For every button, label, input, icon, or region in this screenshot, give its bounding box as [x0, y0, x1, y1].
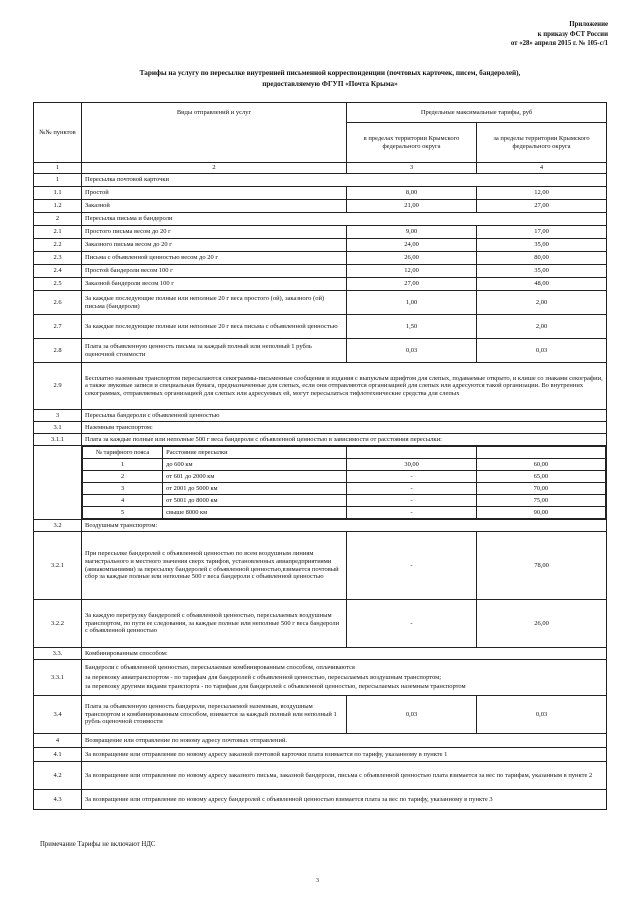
table-row	[34, 600, 607, 648]
table-row	[34, 660, 607, 696]
row-text: За возвращение или отправление по новому адресу заказного письма, заказной бандероли, письма с объявленной ценностью плата взимается за вес по тарифам, указанным в пункте 2	[82, 762, 607, 790]
table-row	[34, 410, 607, 422]
zone-header: № тарифного пояса	[83, 447, 163, 459]
row-name: Воздушным транспортом:	[82, 520, 607, 532]
table-row	[34, 291, 607, 315]
zone-distance: от 2001 до 5000 км	[163, 483, 347, 495]
combined-line: за перевозку другими видами транспорта - по тарифам для бандеролей с объявленной ценностью, пересылаемых наземным транспортом	[85, 683, 466, 691]
row-number: 3.1.1	[34, 434, 82, 446]
zones-table	[82, 446, 606, 519]
outside-value: 48,00	[477, 278, 607, 291]
outside-value: 27,00	[477, 200, 607, 213]
row-number: 2.9	[34, 363, 82, 410]
within-value: 24,00	[347, 239, 477, 252]
within-value: -	[347, 495, 476, 507]
combined-line: Бандероли с объявленной ценностью, пересылаемые комбинированным способом, оплачиваются	[85, 664, 355, 672]
zone-number: 3	[83, 483, 163, 495]
row-text: Бесплатно наземным транспортом пересылаются секограммы-письменные сообщения и издания с выпуклым шрифтом для слепых, подаваемые открыто, и клише со знаками секографии, а также звуковые записи и специальная бумага, предназначенные для слепых, если они отправляются организацией для слепых или адресуются такой организации. Во внутренних секограммах, отправляемых организацией для слепых или адресуемых ей, могут пересылаться тифлотехнические средства для слепых	[82, 363, 607, 410]
row-number: 1.1	[34, 187, 82, 200]
outside-value: 26,00	[477, 600, 607, 648]
distance-header: Расстояние пересылки	[163, 447, 347, 459]
outside-value: 35,00	[477, 239, 607, 252]
row-number: 4.3	[34, 790, 82, 810]
table-row	[34, 762, 607, 790]
table-row	[34, 187, 607, 200]
within-value: -	[347, 483, 476, 495]
row-number: 3.3.1	[34, 660, 82, 696]
row-number: 3	[34, 410, 82, 422]
header-outside: за пределы территории Крымского федерального округа	[477, 123, 607, 163]
zones-row	[34, 446, 607, 520]
row-name: Заказного письма весом до 20 г	[82, 239, 347, 252]
row-number: 2.3	[34, 252, 82, 265]
outside-value: 60,00	[476, 459, 605, 471]
row-number: 3.1	[34, 422, 82, 434]
column-number-row	[34, 163, 607, 174]
outside-value: 0,03	[477, 696, 607, 734]
row-number: 2.5	[34, 278, 82, 291]
table-row	[34, 239, 607, 252]
zone-number: 1	[83, 459, 163, 471]
within-value: 1,00	[347, 291, 477, 315]
title-line: Тарифы на услугу по пересылке внутренней письменной корреспонденции (почтовых карточек, писем, бандеролей),	[139, 69, 521, 77]
header-within: в пределах территории Крымского федерального округа	[347, 123, 477, 163]
zone-row	[83, 483, 606, 495]
row-name: За каждые последующие полные или неполные 20 г веса письма с объявленной ценностью	[82, 315, 347, 339]
row-name: Заказной	[82, 200, 347, 213]
zone-distance: свыше 8000 км	[163, 507, 347, 519]
appendix-block	[511, 20, 608, 49]
row-name: Пересылка почтовой карточки	[82, 174, 607, 187]
zone-distance: от 601 до 2000 км	[163, 471, 347, 483]
combined-line: за перевозку авиатранспортом - по тарифам для бандеролей с объявленной ценностью, пересылаемых воздушным транспортом;	[85, 673, 442, 681]
table-row	[34, 315, 607, 339]
row-text: За каждую перегрузку бандеролей с объявленной ценностью, пересылаемых воздушным транспортом, по пути ее следования, за каждые полные или неполные 500 г веса бандероли с объявленной ценностью	[82, 600, 347, 648]
outside-value: 80,00	[477, 252, 607, 265]
row-number: 2.2	[34, 239, 82, 252]
row-number: 2.6	[34, 291, 82, 315]
column-number: 3	[347, 163, 477, 174]
column-number: 4	[477, 163, 607, 174]
table-row	[34, 278, 607, 291]
outside-value: 65,00	[476, 471, 605, 483]
within-value: -	[347, 507, 476, 519]
row-number: 2.8	[34, 339, 82, 363]
row-name: Комбинированным способом:	[82, 648, 607, 660]
within-value: 1,50	[347, 315, 477, 339]
within-value: -	[347, 600, 477, 648]
zone-distance: от 5001 до 8000 км	[163, 495, 347, 507]
row-name: Плата за объявленную ценность письма за каждый полный или неполный 1 рубль оценочной стоимости	[82, 339, 347, 363]
row-number: 2.4	[34, 265, 82, 278]
row-text: За возвращение или отправление по новому адресу бандеролей с объявленной ценностью взимается плата за вес по тарифу, указанному в пункте 3	[82, 790, 607, 810]
zone-row	[83, 507, 606, 519]
column-number: 1	[34, 163, 82, 174]
outside-value: 12,00	[477, 187, 607, 200]
table-row	[34, 696, 607, 734]
table-row	[34, 200, 607, 213]
appendix-line: к приказу ФСТ России	[537, 30, 608, 38]
header-num: №№ пунктов	[34, 103, 82, 163]
row-name: Пересылка бандероли с объявленной ценностью	[82, 410, 607, 422]
zone-number: 5	[83, 507, 163, 519]
table-row	[34, 213, 607, 226]
within-value: 0,03	[347, 696, 477, 734]
row-number: 2	[34, 213, 82, 226]
outside-value: 70,00	[476, 483, 605, 495]
tariff-table	[33, 102, 607, 810]
appendix-line: от «28» апреля 2015 г. № 105-с/1	[510, 40, 608, 48]
table-row	[34, 532, 607, 600]
row-name: Наземным транспортом:	[82, 422, 607, 434]
row-name: За каждые последующие полные или неполные 20 г веса простого (ой), заказного (ой) письма (бандероли)	[82, 291, 347, 315]
within-value: 8,00	[347, 187, 477, 200]
footnote: Примечание Тарифы не включают НДС	[40, 841, 156, 848]
header-tariffs: Предельные максимальные тарифы, руб	[347, 103, 607, 123]
row-number: 3.2.2	[34, 600, 82, 648]
table-row	[34, 748, 607, 762]
outside-value: 75,00	[476, 495, 605, 507]
zones-header	[83, 447, 606, 459]
zones-spacer	[34, 446, 82, 520]
outside-value: 0,03	[477, 339, 607, 363]
outside-value: 90,00	[476, 507, 605, 519]
within-value: 30,00	[347, 459, 476, 471]
zones-empty	[476, 447, 605, 459]
row-text: За возвращение или отправление по новому адресу заказной почтовой карточки плата взимается по тарифу, указанному в пункте 1	[82, 748, 607, 762]
table-row	[34, 339, 607, 363]
outside-value: 78,00	[477, 532, 607, 600]
row-name: Заказной бандероли весом 100 г	[82, 278, 347, 291]
row-name: Письма с объявленной ценностью весом до 20 г	[82, 252, 347, 265]
title-line: предоставляемую ФГУП «Почта Крыма»	[262, 79, 398, 88]
row-name: Простого письма весом до 20 г	[82, 226, 347, 239]
outside-value: 17,00	[477, 226, 607, 239]
outside-value: 2,00	[477, 291, 607, 315]
row-number: 4.2	[34, 762, 82, 790]
column-number: 2	[82, 163, 347, 174]
table-row	[34, 434, 607, 446]
outside-value: 35,00	[477, 265, 607, 278]
row-number: 3.3.	[34, 648, 82, 660]
row-number: 1.2	[34, 200, 82, 213]
table-row	[34, 520, 607, 532]
row-name: Плата за каждые полные или неполные 500 г веса бандероли с объявленной ценностью в зависимости от расстояния пересылки:	[82, 434, 607, 446]
within-value: 26,00	[347, 252, 477, 265]
header-types: Виды отправлений и услуг	[82, 103, 347, 163]
zone-row	[83, 471, 606, 483]
within-value: 21,00	[347, 200, 477, 213]
zone-number: 4	[83, 495, 163, 507]
table-row	[34, 648, 607, 660]
row-number: 2.1	[34, 226, 82, 239]
row-number: 2.7	[34, 315, 82, 339]
table-row	[34, 422, 607, 434]
appendix-line: Приложение	[569, 21, 608, 28]
row-text: Плата за объявленную ценность бандероли, пересылаемой наземным, воздушным транспортом и комбинированным способом, взимается за каждый полный или неполный 1 рубль оценочной стоимости	[82, 696, 347, 734]
row-number: 3.2.1	[34, 532, 82, 600]
zone-number: 2	[83, 471, 163, 483]
table-row	[34, 265, 607, 278]
table-row	[34, 790, 607, 810]
zone-distance: до 600 км	[163, 459, 347, 471]
page-number: 3	[316, 878, 319, 884]
zone-row	[83, 495, 606, 507]
table-row	[34, 252, 607, 265]
row-name: Возвращение или отправление по новому адресу почтовых отправлений.	[82, 734, 607, 748]
outside-value: 2,00	[477, 315, 607, 339]
table-row	[34, 174, 607, 187]
row-name: Пересылка письма и бандероли	[82, 213, 607, 226]
row-number: 4.1	[34, 748, 82, 762]
within-value: -	[347, 471, 476, 483]
zone-row	[83, 459, 606, 471]
document-title	[60, 68, 600, 89]
within-value: -	[347, 532, 477, 600]
row-number: 4	[34, 734, 82, 748]
row-number: 3.4	[34, 696, 82, 734]
zones-empty	[347, 447, 476, 459]
row-name: Простой бандероли весом 100 г	[82, 265, 347, 278]
table-row	[34, 363, 607, 410]
row-number: 1	[34, 174, 82, 187]
table-row	[34, 226, 607, 239]
zones-cell	[82, 446, 607, 520]
row-number: 3.2	[34, 520, 82, 532]
row-text	[82, 660, 607, 696]
row-text: При пересылке бандеролей с объявленной ценностью по всем воздушным линиям магистрального и местного значения сверх тарифов, установленных авиапредприятиями (авиакомпаниями) за пересылку бандеролей с объявленной ценностью,взимается почтовый сбор за каждые полные или неполные 500 г веса бандероли с объявленной ценностью	[82, 532, 347, 600]
within-value: 9,00	[347, 226, 477, 239]
within-value: 12,00	[347, 265, 477, 278]
within-value: 0,03	[347, 339, 477, 363]
table-row	[34, 734, 607, 748]
header-row	[34, 103, 607, 123]
row-name: Простой	[82, 187, 347, 200]
within-value: 27,00	[347, 278, 477, 291]
